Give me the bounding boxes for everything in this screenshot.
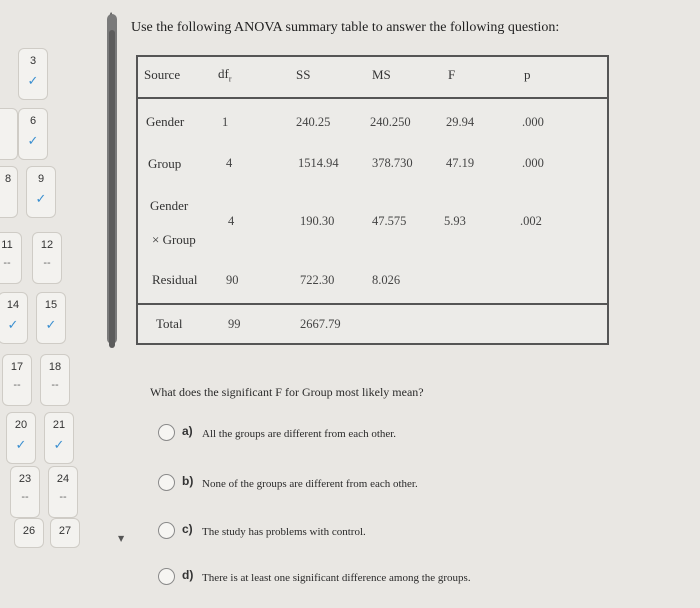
option-letter: b) xyxy=(182,474,194,488)
table-row-p: .000 xyxy=(522,156,544,170)
tile-number: 11 xyxy=(1,239,13,251)
check-icon: ✓ xyxy=(7,317,19,332)
tile-number: 3 xyxy=(29,55,37,67)
unanswered-mark: -- xyxy=(43,257,51,269)
question-tile-12[interactable] xyxy=(32,232,62,284)
tile-number: 9 xyxy=(37,173,45,185)
unanswered-mark: -- xyxy=(51,379,59,391)
table-row-ss: 240.25 xyxy=(296,115,331,129)
radio-button[interactable] xyxy=(158,474,175,491)
question-tile-18[interactable] xyxy=(40,354,70,406)
check-icon: ✓ xyxy=(15,437,27,452)
header-ms: MS xyxy=(372,67,391,82)
table-row-ss: 1514.94 xyxy=(298,156,339,170)
header-source: Source xyxy=(144,67,181,82)
table-row-df: 1 xyxy=(222,115,229,129)
table-row-f: 47.19 xyxy=(446,156,475,170)
table-row-p: .002 xyxy=(520,214,542,228)
header-ss: SS xyxy=(296,67,311,82)
tile-number: 27 xyxy=(58,525,72,537)
question-tile-11[interactable] xyxy=(0,232,22,284)
check-icon: ✓ xyxy=(27,133,39,148)
table-row-f: 29.94 xyxy=(446,115,475,129)
check-icon: ✓ xyxy=(35,191,47,206)
scrollbar-thumb[interactable] xyxy=(109,30,115,348)
table-row-ss: 190.30 xyxy=(300,214,335,228)
option-text: There is at least one significant difference among the groups. xyxy=(202,572,471,584)
tile-number: 24 xyxy=(56,473,70,485)
table-row-source: Gender xyxy=(150,198,189,213)
question-tile-3[interactable] xyxy=(18,48,48,100)
table-row-source: Group xyxy=(148,156,182,171)
table-row-source: Residual xyxy=(152,272,198,287)
table-row-ms: 378.730 xyxy=(372,156,413,170)
table-row-ms: 240.250 xyxy=(370,115,411,129)
scroll-down-arrow-icon[interactable]: ▼ xyxy=(118,534,125,543)
unanswered-mark: -- xyxy=(59,491,67,503)
question-tile-9[interactable] xyxy=(26,166,56,218)
question-tile-20[interactable] xyxy=(6,412,36,464)
option-text: None of the groups are different from each other. xyxy=(202,478,418,490)
table-row-df: 90 xyxy=(226,273,239,287)
unanswered-mark: -- xyxy=(13,379,21,391)
check-icon: ✓ xyxy=(27,73,39,88)
table-row-source: Gender xyxy=(146,114,185,129)
tile-number: 20 xyxy=(14,419,28,431)
question-tile-17[interactable] xyxy=(2,354,32,406)
anova-table xyxy=(136,55,609,345)
question-tile-15[interactable] xyxy=(36,292,66,344)
table-total-row xyxy=(138,303,607,343)
question-tile-27[interactable] xyxy=(50,518,80,548)
radio-button[interactable] xyxy=(158,424,175,441)
total-source: Total xyxy=(156,316,183,331)
table-row-ss: 722.30 xyxy=(300,273,335,287)
unanswered-mark: -- xyxy=(3,257,11,269)
table-row-p: .000 xyxy=(522,115,544,129)
question-tile-14[interactable] xyxy=(0,292,28,344)
question-tile-26[interactable] xyxy=(14,518,44,548)
tile-number: 26 xyxy=(22,525,36,537)
total-ss: 2667.79 xyxy=(300,317,341,331)
table-row-df: 4 xyxy=(228,214,235,228)
header-f: F xyxy=(448,67,456,82)
tile-number: 6 xyxy=(29,115,37,127)
question-tile-23[interactable] xyxy=(10,466,40,518)
radio-button[interactable] xyxy=(158,568,175,585)
table-row-ms: 47.575 xyxy=(372,214,407,228)
tile-number: 12 xyxy=(40,239,54,251)
header-p: p xyxy=(524,67,531,82)
table-header xyxy=(138,57,607,99)
table-row-df: 4 xyxy=(226,156,233,170)
tile-number: 15 xyxy=(44,299,58,311)
option-letter: d) xyxy=(182,568,194,582)
question-tile-24[interactable] xyxy=(48,466,78,518)
option-letter: c) xyxy=(182,522,193,536)
tile-number: 23 xyxy=(18,473,32,485)
question-tile-6[interactable] xyxy=(18,108,48,160)
check-icon: ✓ xyxy=(53,437,65,452)
question-text: What does the significant F for Group most likely mean? xyxy=(150,385,424,399)
question-tile-21[interactable] xyxy=(44,412,74,464)
option-text: All the groups are different from each other. xyxy=(202,428,397,440)
tile-number: 17 xyxy=(10,361,24,373)
question-tile-8[interactable]: 8 xyxy=(0,166,18,218)
question-navigator xyxy=(0,0,80,608)
tile-number: 14 xyxy=(6,299,20,311)
unanswered-mark: -- xyxy=(21,491,29,503)
tile-number: 21 xyxy=(52,419,66,431)
total-df: 99 xyxy=(228,317,241,331)
table-row-source-cont: × Group xyxy=(152,232,196,247)
question-prompt: Use the following ANOVA summary table to answer the following question: xyxy=(131,20,560,35)
option-text: The study has problems with control. xyxy=(202,526,366,538)
check-icon: ✓ xyxy=(45,317,57,332)
radio-button[interactable] xyxy=(158,522,175,539)
question-tile-prev-col[interactable] xyxy=(0,108,18,160)
header-df: $df_r$ xyxy=(218,66,232,84)
option-letter: a) xyxy=(182,424,193,438)
tile-number: 18 xyxy=(48,361,62,373)
table-row-f: 5.93 xyxy=(444,214,466,228)
table-row-ms: 8.026 xyxy=(372,273,401,287)
